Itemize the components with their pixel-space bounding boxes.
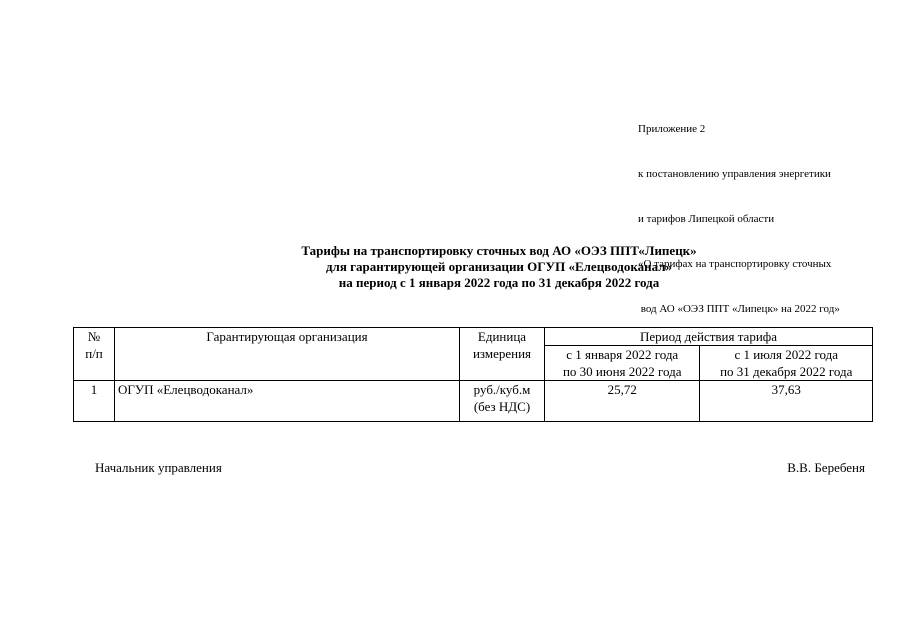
signature-name: В.В. Беребеня xyxy=(787,460,865,475)
appendix-line: «О тарифах на транспортировку сточных xyxy=(638,258,832,270)
cell-num: 1 xyxy=(74,381,115,422)
header-unit xyxy=(460,328,545,381)
header-num-line1: № xyxy=(87,329,101,344)
header-organization: Гарантирующая организация xyxy=(115,328,460,381)
table-row xyxy=(74,381,873,422)
tariff-table xyxy=(73,327,873,422)
title-line-2: для гарантирующей организации ОГУП «Елецводоканал» xyxy=(325,259,673,274)
header-period-2-line2: по 31 декабря 2022 года xyxy=(720,364,853,379)
cell-period-1-value: 25,72 xyxy=(545,381,700,422)
header-num-line2: п/п xyxy=(85,346,103,361)
appendix-line: Приложение 2 xyxy=(638,123,706,135)
title-line-3: на период с 1 января 2022 года по 31 декабря 2022 года xyxy=(338,275,660,290)
header-period-2 xyxy=(700,346,873,381)
header-period-2-line1: с 1 июля 2022 года xyxy=(734,347,839,362)
appendix-block xyxy=(638,92,840,332)
cell-period-2-value: 37,63 xyxy=(700,381,873,422)
appendix-line: вод АО «ОЭЗ ППТ «Липецк» на 2022 год» xyxy=(638,303,840,315)
header-unit-line1: Единица xyxy=(477,329,527,344)
document-title xyxy=(0,243,905,291)
cell-unit xyxy=(460,381,545,422)
title-line-1: Тарифы на транспортировку сточных вод АО «ОЭЗ ППТ«Липецк» xyxy=(301,243,697,258)
header-period-1-line1: с 1 января 2022 года xyxy=(566,347,679,362)
cell-organization: ОГУП «Елецводоканал» xyxy=(115,381,460,422)
header-period: Период действия тарифа xyxy=(545,328,873,346)
header-period-1 xyxy=(545,346,700,381)
table-header-row xyxy=(74,328,873,346)
header-unit-line2: измерения xyxy=(472,346,532,361)
cell-unit-line2: (без НДС) xyxy=(473,399,531,414)
signature-position: Начальник управления xyxy=(95,460,222,475)
appendix-line: к постановлению управления энергетики xyxy=(638,168,831,180)
appendix-line: и тарифов Липецкой области xyxy=(638,213,775,225)
header-period-1-line2: по 30 июня 2022 года xyxy=(562,364,682,379)
header-num xyxy=(74,328,115,381)
cell-unit-line1: руб./куб.м xyxy=(473,382,531,397)
